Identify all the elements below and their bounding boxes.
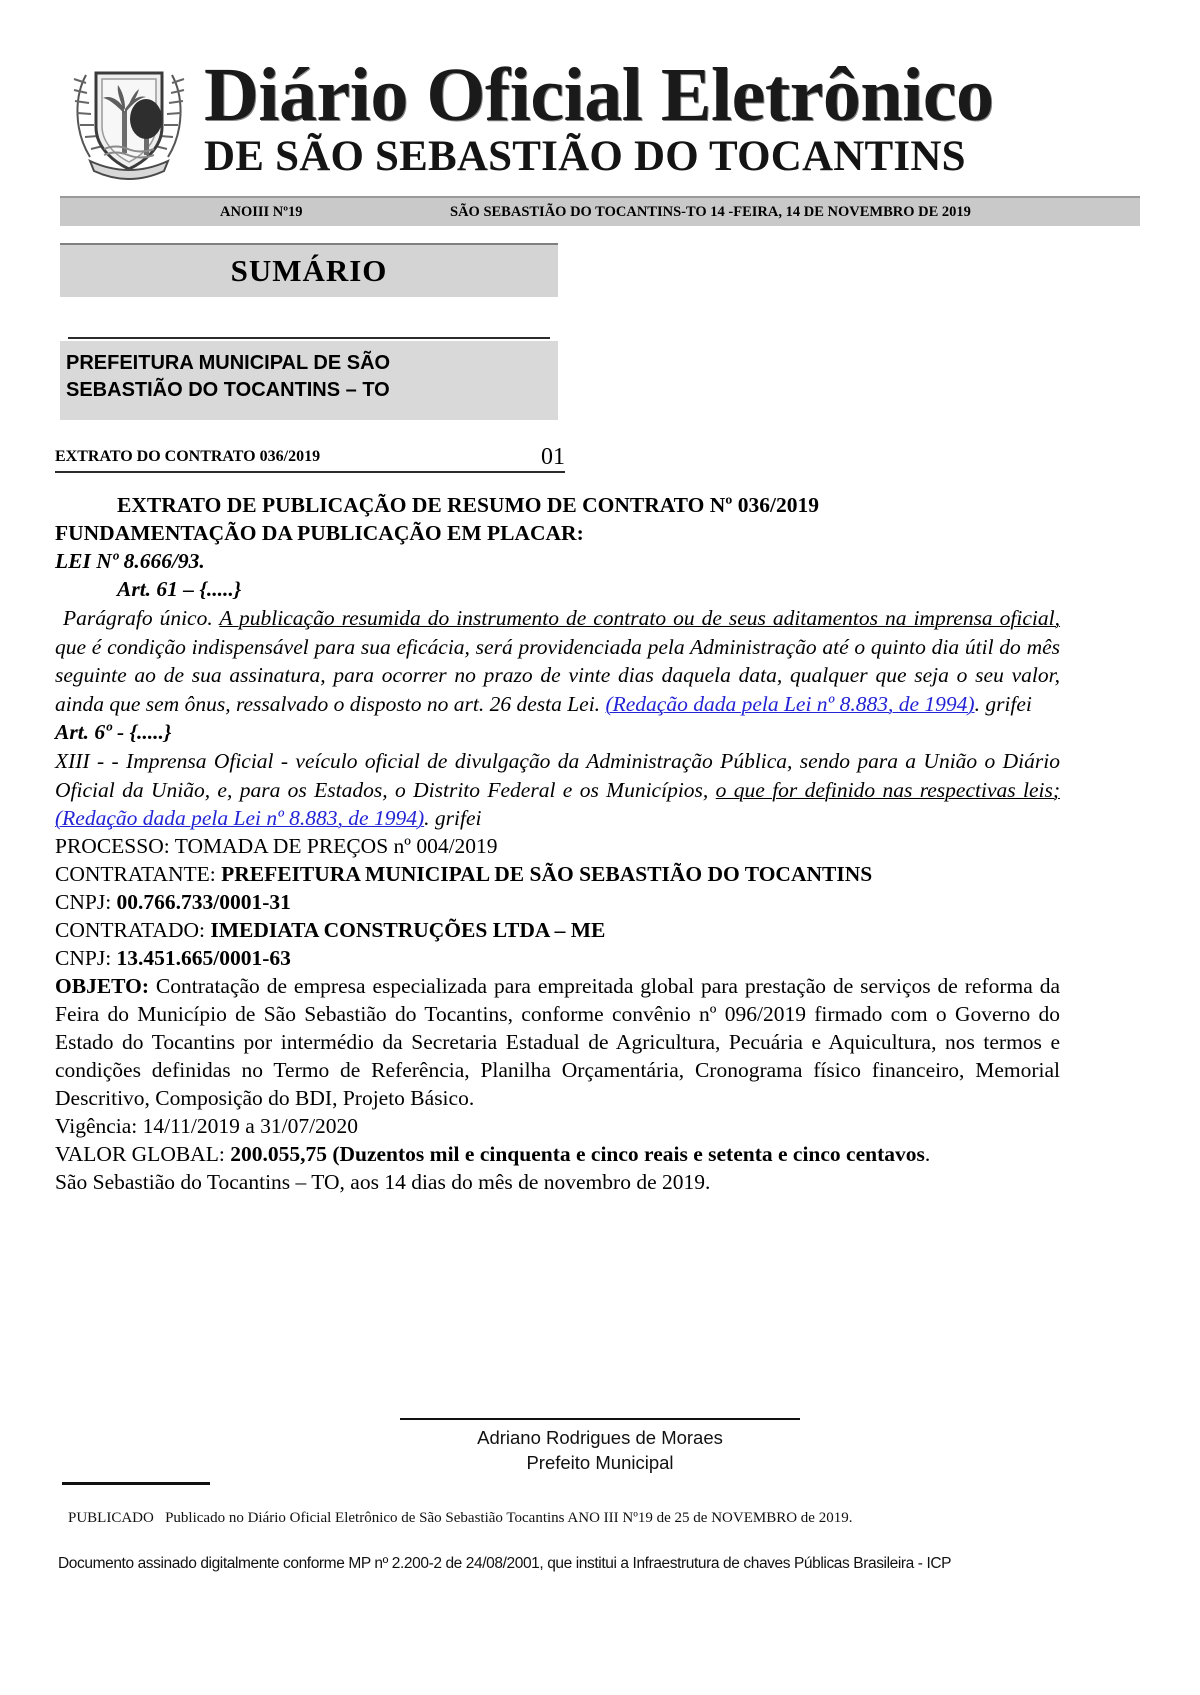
cnpj-contratado-label: CNPJ: [55, 946, 112, 971]
body-heading-1 [55, 492, 1060, 520]
body-heading-2: FUNDAMENTAÇÃO DA PUBLICAÇÃO EM PLACAR: [55, 520, 584, 545]
valor-global-period: . [924, 1141, 931, 1166]
contratante-label: CONTRATANTE: [55, 862, 216, 887]
redacao-link-2[interactable]: (Redação dada pela Lei nº 8.883, de 1994) [55, 806, 425, 831]
redacao-link-1[interactable]: (Redação dada pela Lei nº 8.883, de 1994) [605, 692, 975, 717]
issue-date-band [60, 196, 1140, 226]
paragraph-unico-intro: Parágrafo único. [63, 605, 213, 630]
place-and-date: SÃO SEBASTIÃO DO TOCANTINS-TO 14 -FEIRA, 14 DE NOVEMBRO DE 2019 [450, 203, 971, 220]
paragraph-unico-underlined: A publicação resumida do instrumento de contrato ou de seus aditamentos na imprensa oficial, [219, 605, 1060, 630]
paragraph-unico-rest: que é condição indispensável para sua eficácia, será providenciada pela Administração até o quinto dia útil do mês seguinte ao de sua assinatura, para ocorrer no prazo de vinte dias daquela data, qualquer que seja o seu valor, ainda que sem ônus, ressalvado o disposto no art. 26 desta Lei. [55, 634, 1060, 717]
inciso-xiii-underlined: o que for definido nas respectivas leis; [715, 777, 1060, 802]
grifei-1: . grifei [974, 692, 1032, 717]
organization-line-2: SEBASTIÃO DO TOCANTINS – TO [66, 379, 390, 401]
cnpj-contratante-value: 00.766.733/0001-31 [116, 890, 291, 915]
org-divider [68, 337, 550, 339]
published-text: Publicado no Diário Oficial Eletrônico de São Sebastião Tocantins ANO III Nº19 de 25 de NOVEMBRO de 2019. [165, 1510, 853, 1526]
issue-number: ANOIII Nº19 [220, 203, 303, 220]
contratante-row [55, 861, 1060, 889]
publication-note [68, 1510, 1128, 1527]
gazette-subtitle: DE SÃO SEBASTIÃO DO TOCANTINS [204, 132, 966, 180]
document-body [55, 492, 1060, 1196]
law-reference: LEI Nº 8.666/93. [55, 548, 205, 573]
footer-divider [62, 1482, 210, 1485]
organization-block [60, 341, 558, 420]
published-label: PUBLICADO [68, 1510, 154, 1526]
objeto-row [55, 973, 1060, 1113]
valor-global-value: 200.055,75 (Duzentos mil e cinquenta e cinco reais e setenta e cinco centavos [230, 1141, 925, 1166]
cnpj-contratado-value: 13.451.665/0001-63 [116, 946, 291, 971]
extract-divider [55, 471, 565, 473]
contratado-label: CONTRATADO: [55, 918, 205, 943]
processo-label: PROCESSO: [55, 834, 170, 859]
grifei-2: . grifei [424, 806, 482, 831]
valor-global-label: VALOR GLOBAL: [55, 1141, 225, 1166]
masthead [60, 48, 1140, 188]
inciso-xiii [55, 747, 1060, 833]
page-number: 01 [541, 444, 565, 470]
objeto-value: Contratação de empresa especializada para empreitada global para prestação de serviços de reforma da Feira do Município de São Sebastião do Tocantins, conforme convênio nº 096/2019 firmado com o Governo do Estado do Tocantins por intermédio da Secretaria Estadual de Agricultura, Pecuária e Aquicultura, nos termos e condições definidas no Termo de Referência, Planilha Orçamentária, Cronograma físico financeiro, Memorial Descritivo, Composição do BDI, Projeto Básico. [55, 973, 1060, 1110]
inciso-xiii-text: XIII - - Imprensa Oficial - veículo oficial de divulgação da Administração Pública, sendo para a União o Diário Oficial da União, e, para os Estados, o Distrito Federal e os Municípios, [55, 748, 1060, 802]
cnpj-contratante-label: CNPJ: [55, 890, 112, 915]
extract-title: EXTRATO DO CONTRATO 036/2019 [55, 448, 321, 465]
organization-line-1: PREFEITURA MUNICIPAL DE SÃO [66, 352, 391, 374]
article-6-label: Art. 6º - {.....} [55, 719, 172, 744]
body-heading-1-text: EXTRATO DE PUBLICAÇÃO DE RESUMO DE CONTRATO Nº 036/2019 [117, 493, 819, 517]
objeto-label: OBJETO: [55, 973, 149, 998]
processo-row [55, 833, 1060, 861]
contratado-row [55, 917, 1060, 945]
signatory-name: Adriano Rodrigues de Moraes [477, 1427, 723, 1448]
digital-signature-note: Documento assinado digitalmente conforme MP nº 2.200-2 de 24/08/2001, que institui a Infraestrutura de chaves Públicas Brasileira - ICP [58, 1555, 952, 1572]
vigencia-value: 14/11/2019 a 31/07/2020 [142, 1113, 359, 1138]
cnpj-contratado-row [55, 945, 1060, 973]
processo-value: TOMADA DE PREÇOS nº 004/2019 [174, 834, 498, 859]
summary-section-header [60, 243, 558, 297]
valor-global-row [55, 1141, 1060, 1169]
signature-block [0, 1418, 1200, 1476]
cnpj-contratante-row [55, 889, 1060, 917]
closing-statement: São Sebastião do Tocantins – TO, aos 14 dias do mês de novembro de 2019. [55, 1169, 711, 1194]
vigencia-label: Vigência: [55, 1113, 138, 1138]
contratado-value: IMEDIATA CONSTRUÇÕES LTDA – ME [210, 918, 606, 943]
extract-header [55, 444, 565, 478]
summary-label: SUMÁRIO [230, 253, 388, 288]
contratante-value: PREFEITURA MUNICIPAL DE SÃO SEBASTIÃO DO TOCANTINS [221, 862, 873, 887]
paragraph-unico [55, 604, 1060, 719]
vigencia-row [55, 1113, 1060, 1141]
signatory-role: Prefeito Municipal [526, 1451, 674, 1473]
coat-of-arms-icon [60, 53, 198, 183]
article-61-label: Art. 61 – {.....} [117, 576, 242, 601]
gazette-title: Diário Oficial Eletrônico [204, 53, 994, 138]
signature-line [400, 1418, 800, 1420]
